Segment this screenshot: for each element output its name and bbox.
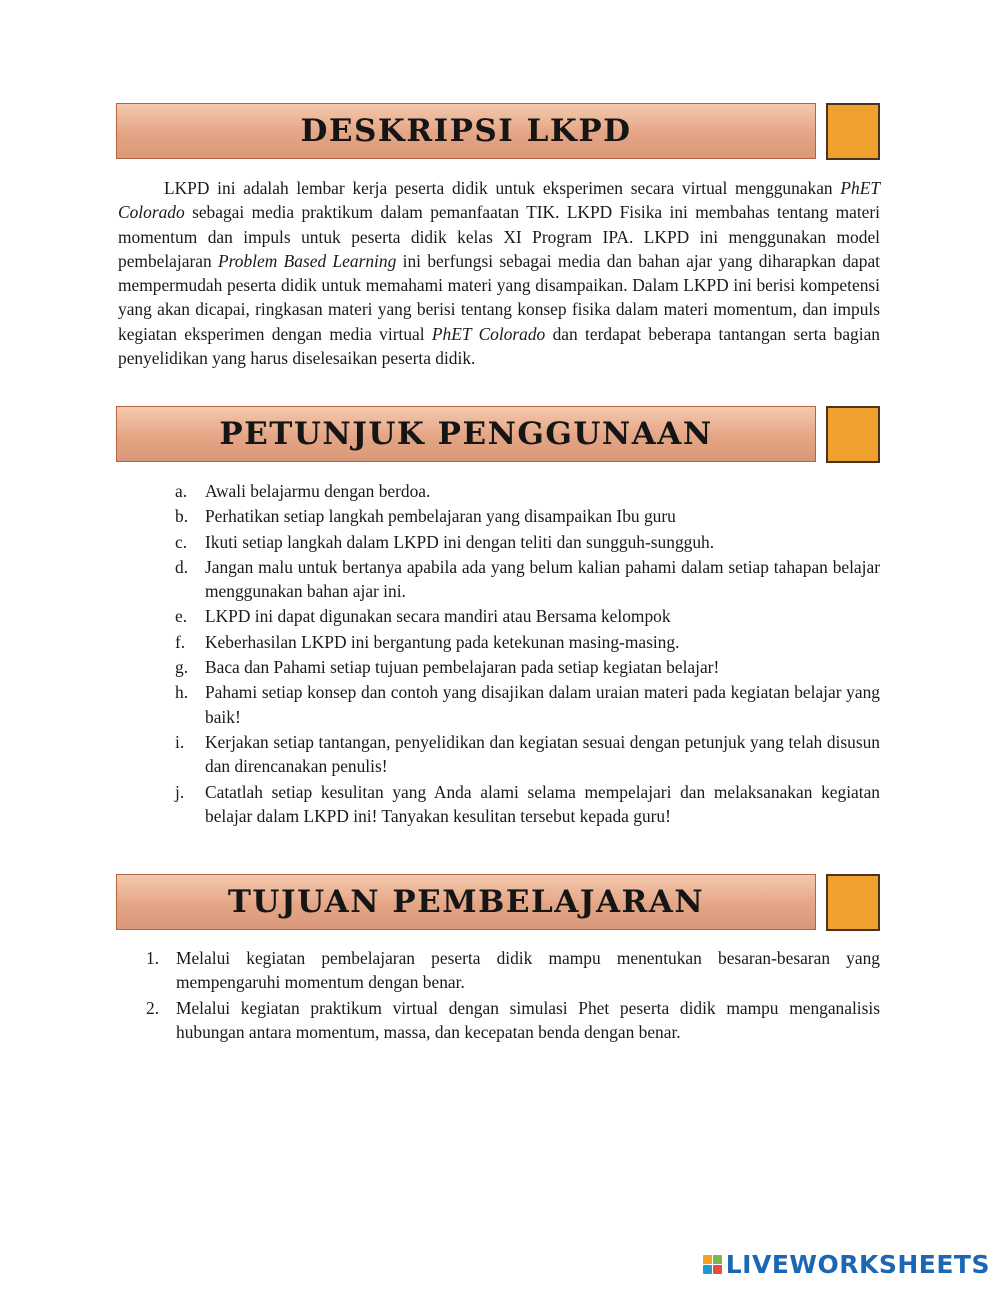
- text-run: ini berfungsi sebagai media dan bahan ajar yang diharapkan dapat mempermudah peserta didik untuk memahami materi yang disampaikan. Dalam LKPD ini berisi kompetensi yang akan dicapai, ringkasan materi yang berisi tentang konsep fisika dalam materi momentum, dan impuls kegiatan eksperimen dengan media virtual: [118, 250, 880, 344]
- petunjuk-list-item: [175, 730, 880, 779]
- list-item-text: Melalui kegiatan pembelajaran peserta didik mampu menentukan besaran-besaran yang mempengaruhi momentum dengan benar.: [176, 948, 880, 993]
- list-marker: h.: [175, 682, 189, 703]
- list-marker: j.: [175, 781, 185, 802]
- list-item-text: Jangan malu untuk bertanya apabila ada yang belum kalian pahami dalam setiap tahapan belajar menggunakan bahan ajar ini.: [205, 556, 880, 602]
- petunjuk-list: [175, 479, 880, 829]
- list-item-text: Keberhasilan LKPD ini bergantung pada ketekunan masing-masing.: [205, 631, 680, 652]
- tujuan-title: TUJUAN PEMBELAJARAN: [227, 884, 705, 920]
- logo-blocks-icon: [703, 1255, 722, 1274]
- list-item-text: Awali belajarmu dengan berdoa.: [205, 481, 431, 501]
- list-item-text: LKPD ini dapat digunakan secara mandiri atau Bersama kelompok: [205, 606, 671, 627]
- text-run: LKPD ini adalah lembar kerja peserta didik untuk eksperimen secara virtual menggunakan: [164, 178, 841, 198]
- tujuan-list-item: [146, 946, 880, 995]
- petunjuk-list-item: [175, 680, 880, 729]
- list-marker: c.: [175, 531, 188, 552]
- list-marker: 1.: [146, 948, 160, 968]
- list-marker: e.: [175, 606, 188, 627]
- list-item-text: Ikuti setiap langkah dalam LKPD ini dengan teliti dan sungguh-sungguh.: [205, 531, 715, 552]
- list-item-text: Perhatikan setiap langkah pembelajaran yang disampaikan Ibu guru: [205, 506, 676, 527]
- text-run: dan terdapat beberapa tantangan serta bagian penyelidikan yang harus diselesaikan peserta didik.: [118, 323, 880, 369]
- list-marker: g.: [175, 657, 189, 678]
- text-run: sebagai media praktikum dalam pemanfaatan TIK. LKPD Fisika ini membahas tentang materi momentum dan impuls untuk peserta didik kelas XI Program IPA. LKPD ini menggunakan model pembelajaran: [118, 202, 880, 271]
- petunjuk-list-item: [175, 630, 880, 654]
- petunjuk-list-item: [175, 655, 880, 679]
- deskripsi-paragraph: [118, 176, 880, 370]
- list-item-text: Melalui kegiatan praktikum virtual dengan simulasi Phet peserta didik mampu menganalisis hubungan antara momentum, massa, dan kecepatan benda dengan benar.: [176, 997, 880, 1042]
- petunjuk-list-item: [175, 479, 880, 503]
- petunjuk-list-item: [175, 504, 880, 528]
- list-item-text: Catatlah setiap kesulitan yang Anda alami selama mempelajari dan melaksanakan kegiatan belajar dalam LKPD ini! Tanyakan kesulitan tersebut kepada guru!: [205, 781, 880, 826]
- list-item-text: Kerjakan setiap tantangan, penyelidikan dan kegiatan sesuai dengan petunjuk yang telah disusun dan direncanakan penulis!: [205, 731, 880, 777]
- italic-term: Problem Based Learning: [218, 250, 397, 271]
- logo-text: LIVEWORKSHEETS: [725, 1250, 990, 1279]
- list-marker: a.: [175, 481, 188, 501]
- list-marker: 2.: [146, 997, 160, 1018]
- petunjuk-title: PETUNJUK PENGGUNAAN: [219, 416, 713, 452]
- tujuan-accent-square: [826, 874, 880, 931]
- tujuan-list: [146, 946, 880, 1045]
- list-item-text: Baca dan Pahami setiap tujuan pembelajaran pada setiap kegiatan belajar!: [205, 657, 720, 678]
- liveworksheets-logo[interactable]: [703, 1250, 990, 1279]
- tujuan-banner: [116, 874, 816, 930]
- deskripsi-title: DESKRIPSI LKPD: [300, 113, 632, 149]
- list-marker: b.: [175, 506, 189, 527]
- list-marker: f.: [175, 631, 186, 652]
- list-item-text: Pahami setiap konsep dan contoh yang disajikan dalam uraian materi pada kegiatan belajar yang baik!: [205, 682, 880, 727]
- italic-term: PhET Colorado: [431, 323, 546, 344]
- petunjuk-list-item: [175, 555, 880, 604]
- petunjuk-banner: [116, 406, 816, 462]
- petunjuk-accent-square: [826, 406, 880, 463]
- petunjuk-list-item: [175, 780, 880, 829]
- deskripsi-banner: [116, 103, 816, 159]
- deskripsi-accent-square: [826, 103, 880, 160]
- petunjuk-list-item: [175, 530, 880, 554]
- italic-term: PhET Colorado: [118, 178, 880, 223]
- petunjuk-list-item: [175, 604, 880, 628]
- list-marker: i.: [175, 731, 185, 752]
- list-marker: d.: [175, 556, 189, 577]
- tujuan-list-item: [146, 996, 880, 1045]
